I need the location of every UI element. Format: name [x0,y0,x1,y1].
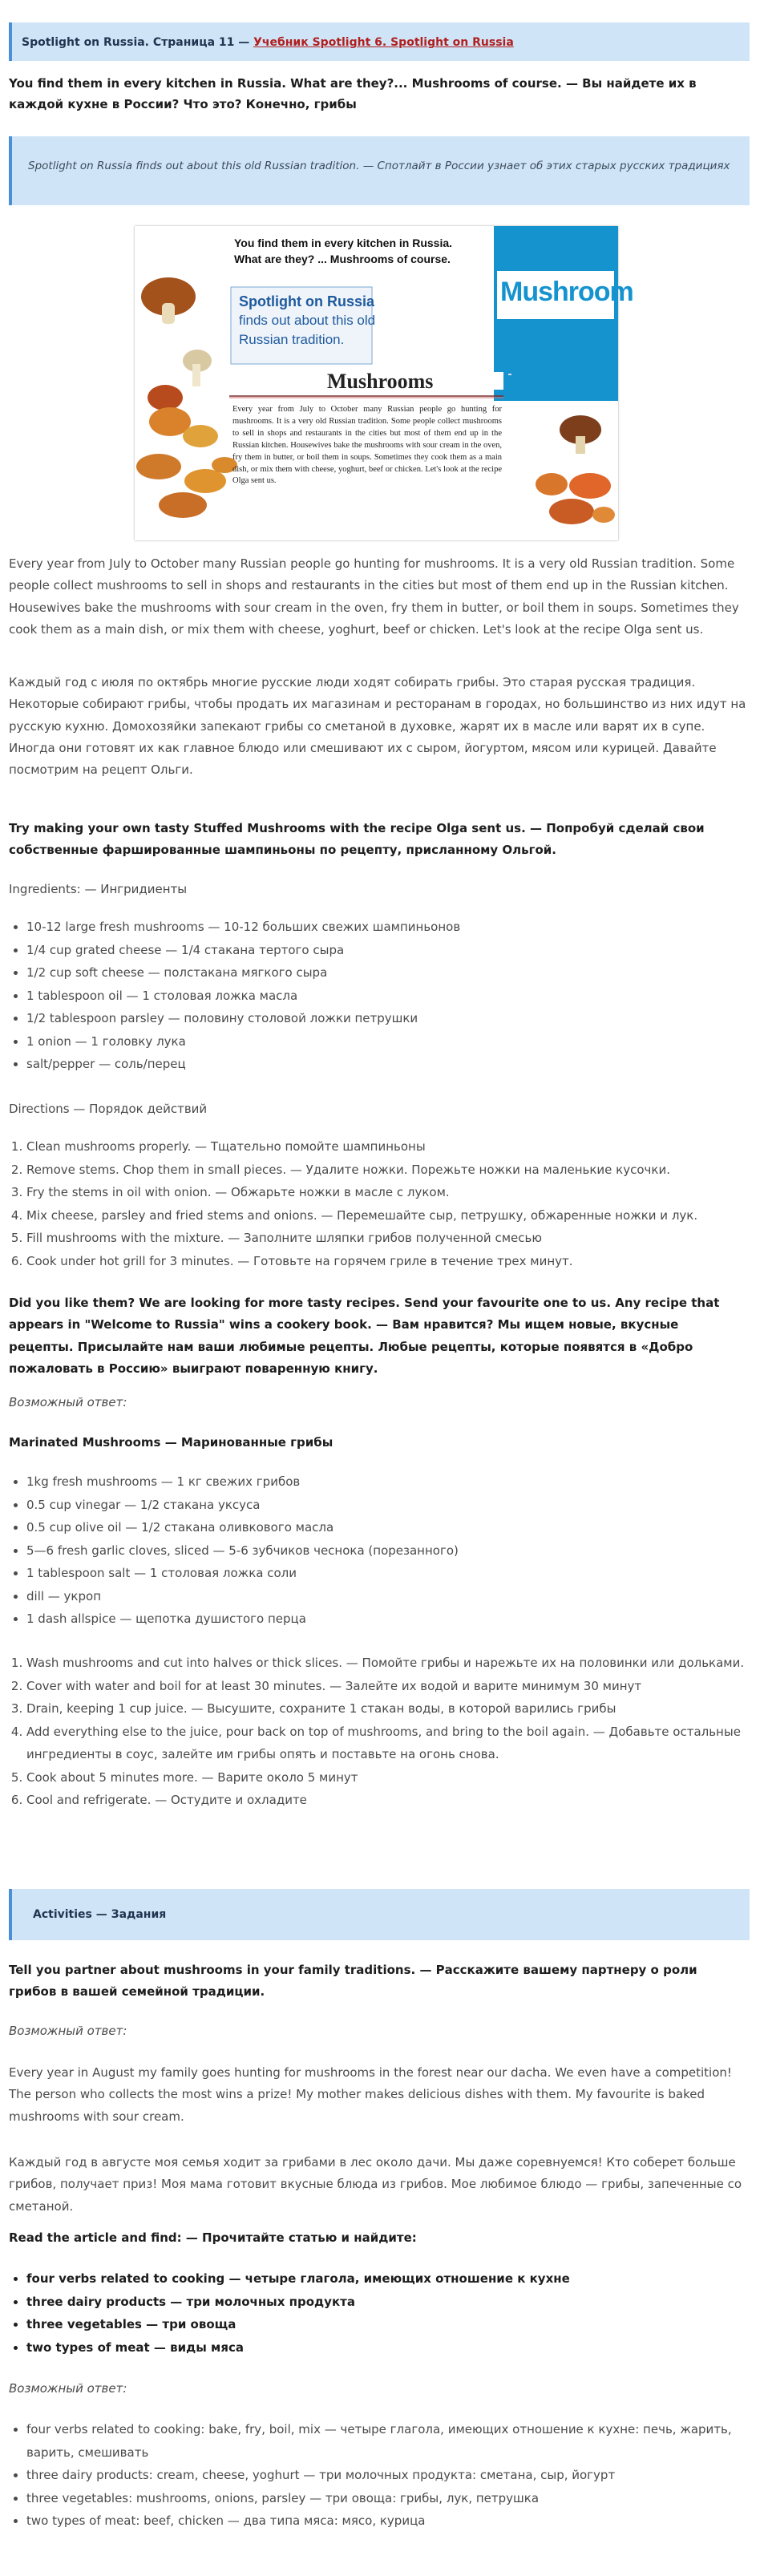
list-item: 6. Cool and refrigerate. — Остудите и охладите [26,1789,764,1812]
read-tasks-list [9,2267,764,2359]
marinated-ingredients-list [9,1470,764,1631]
textbook-spotlight-1: Spotlight on Russia [239,293,374,309]
answer-paragraph-en: Every year in August my family goes hunting for mushrooms in the forest near our dacha. We even have a competition! The person who collects the most wins a prize! My mother makes delicious dishes with them. My favourite is baked mushrooms with sour cream. [9,2065,732,2124]
article-paragraph-ru: Каждый год с июля по октябрь многие русские люди ходят собирать грибы. Это старая русская традиция. Некоторые собирают грибы, чтобы продать их магазинам и ресторанам в городах, но большинство из них идут на русскую кухню. Домохозяйки запекают грибы со сметаной в духовке, жарят их в масле или варят их в супе. Иногда они готовят их как главное блюдо или смешивают их с сыром, йогуртом, мясом или курицей. Давайте посмотрим на рецепт Ольги. [9,675,746,778]
list-item: 2. Remove stems. Chop them in small pieces. — Удалите ножки. Порежьте ножки на маленькие кусочки. [26,1159,764,1182]
list-item: • 1/2 tablespoon parsley — половину столовой ложки петрушки [26,1007,764,1030]
list-item: 4. Add everything else to the juice, pour back on top of mushrooms, and bring to the boil again. — Добавьте остальные ингредиенты в соус, залейте им грибы опять и поставьте на огонь снова. [26,1721,764,1766]
list-item: 1. Wash mushrooms and cut into halves or thick slices. — Помойте грибы и нарежьте их на половинки или дольками. [26,1652,764,1675]
answer-paragraph-ru: Каждый год в августе моя семья ходит за грибами в лес около дачи. Мы даже соревнуемся! Кто соберет больше грибов, получает приз! Моя мама готовит вкусные блюда из грибов. Мое любимое блюдо — грибы, запеченные со сметаной. [9,2155,742,2214]
intro-text: You find them in every kitchen in Russia. What are they?... Mushrooms of course. — Вы найдете их в каждой кухне в России? Что это? Конечно, грибы [9,76,697,111]
textbook-question-2: What are they? ... Mushrooms of course. [234,253,451,265]
ingredients-label: Ingredients: — Ингридиенты [9,882,188,896]
list-item: • 0.5 cup vinegar — 1/2 стакана уксуса [26,1494,764,1517]
marinated-title: Marinated Mushrooms — Маринованные грибы [9,1435,333,1450]
list-item: • salt/pepper — соль/перец [26,1053,764,1076]
list-item: • 1 onion — 1 головку лука [26,1030,764,1053]
read-article-title: Read the article and find: — Прочитайте статью и найдите: [9,2230,417,2245]
textbook-spotlight-3: Russian tradition. [239,332,345,347]
page-title: Spotlight on Russia. Страница 11 — [22,36,250,49]
list-item: 3. Fry the stems in oil with onion. — Обжарьте ножки в масле с луком. [26,1181,764,1204]
mushroom-illustration-right [536,415,615,524]
list-item: • three vegetables: mushrooms, onions, parsley — три овоща: грибы, лук, петрушка [26,2487,764,2510]
list-item: 4. Mix cheese, parsley and fried stems and onions. — Перемешайте сыр, петрушку, обжаренные ножки и лук. [26,1204,764,1227]
list-item: • 5—6 fresh garlic cloves, sliced — 5-6 зубчиков чеснока (порезанного) [26,1539,764,1563]
list-item: 5. Fill mushrooms with the mixture. — Заполните шляпки грибов полученной смесью [26,1227,764,1250]
ingredients-list [9,916,764,1076]
list-item: • two types of meat — виды мяса [26,2336,764,2360]
textbook-body: Every year from July to October many Russian people go hunting for mushrooms. It is a very old Russian tradition. Some people collect mushrooms to sell in shops and restaurants in the cities but most of them end up in the Russian kitchen. Housewives bake the mushrooms with sour cream in the oven, fry them in butter, or boil them in soups. Sometimes they cook them as a main dish, or mix them with cheese, yoghurt, beef or chicken. Let's look at the recipe Olga sent us. [232,405,502,486]
textbook-spotlight-2: finds out about this old [239,313,376,328]
list-item: • three dairy products: cream, cheese, yoghurt — три молочных продукта: сметана, сыр, йогурт [26,2464,764,2487]
list-item: 2. Cover with water and boil for at least 30 minutes. — Залейте их водой и варите минимум 30 минут [26,1675,764,1698]
list-item: • three dairy products — три молочных продукта [26,2291,764,2314]
list-item: 6. Cook under hot grill for 3 minutes. — Готовьте на горячем гриле в течение трех минут. [26,1250,764,1273]
textbook-title: Mushrooms [327,370,434,393]
list-item: • 0.5 cup olive oil — 1/2 стакана оливкового масла [26,1516,764,1539]
try-making-text: Try making your own tasty Stuffed Mushrooms with the recipe Olga sent us. — Попробуй сделай свои собственные фаршированные шампиньоны по рецепту, присланному Ольгой. [9,821,705,858]
activities-title: Activities — Задания [33,1908,167,1921]
list-item: • four verbs related to cooking — четыре глагола, имеющих отношение к кухне [26,2267,764,2291]
tell-partner-text: Tell you partner about mushrooms in your family traditions. — Расскажите вашему партнеру о роли грибов в вашей семейной традиции. [9,1963,697,2000]
list-item: • dill — укроп [26,1585,764,1608]
list-item: 5. Cook about 5 minutes more. — Варите около 5 минут [26,1766,764,1789]
list-item: • 1kg fresh mushrooms — 1 кг свежих грибов [26,1470,764,1494]
possible-answer-label: Возможный ответ: [9,2024,127,2038]
recipe-contest-text: Did you like them? We are looking for more tasty recipes. Send your favourite one to us. Any recipe that appears in "Welcome to Russia" wins a cookery book. — Вам нравится? Мы ищем новые, вкусные рецепты. Присылайте нам ваши любимые рецепты. Любые рецепты, которые появятся в «Добро пожаловать в Россию» выиграют поваренную книгу. [9,1296,720,1376]
article-paragraph-en: Every year from July to October many Russian people go hunting for mushrooms. It is a very old Russian tradition. Some people collect mushrooms to sell in shops and restaurants in the cities but most of them end up in the Russian kitchen. Housewives bake the mushrooms with sour cream in the oven, fry them in butter, or boil them in soups. Sometimes they cook them as a main dish, or mix them with cheese, yoghurt, beef or chicken. Let's look at the recipe Olga sent us. [9,556,739,637]
mushroom-illustration-left [136,277,237,518]
list-item: • 1 tablespoon salt — 1 столовая ложка соли [26,1562,764,1585]
list-item: • 1/2 cup soft cheese — полстакана мягкого сыра [26,961,764,985]
subheader-text: Spotlight on Russia finds out about this old Russian tradition. — Спотлайт в России узнает об этих старых русских традициях [28,160,730,172]
list-item: • 1 dash allspice — щепотка душистого перца [26,1607,764,1631]
textbook-link[interactable]: Учебник Spotlight 6. Spotlight on Russia [253,36,514,49]
subheader-band [9,136,750,205]
list-item: • four verbs related to cooking: bake, fry, boil, mix — четыре глагола, имеющих отношение к кухне: печь, жарить, варить, смешивать [26,2418,764,2464]
possible-answer-label: Возможный ответ: [9,2381,127,2396]
directions-list [9,1135,764,1272]
textbook-image [135,226,633,540]
list-item: • 10-12 large fresh mushrooms — 10-12 больших свежих шампиньонов [26,916,764,939]
list-item: 1. Clean mushrooms properly. — Тщательно помойте шампиньоны [26,1135,764,1159]
textbook-question-1: You find them in every kitchen in Russia. [234,237,453,249]
textbook-logo: Mushroom [500,277,633,307]
list-item: 3. Drain, keeping 1 cup juice. — Высушите, сохраните 1 стакан воды, в которой варились грибы [26,1697,764,1721]
list-item: • 1 tablespoon oil — 1 столовая ложка масла [26,985,764,1008]
list-item: • 1/4 cup grated cheese — 1/4 стакана тертого сыра [26,939,764,962]
marinated-steps-list [9,1652,764,1812]
activities-band [9,1889,750,1940]
list-item: • three vegetables — три овоща [26,2313,764,2336]
page-header [9,22,750,61]
list-item: • two types of meat: beef, chicken — два типа мяса: мясо, курица [26,2509,764,2533]
directions-label: Directions — Порядок действий [9,1102,208,1116]
answers-list [9,2418,764,2533]
possible-answer-label: Возможный ответ: [9,1395,127,1409]
